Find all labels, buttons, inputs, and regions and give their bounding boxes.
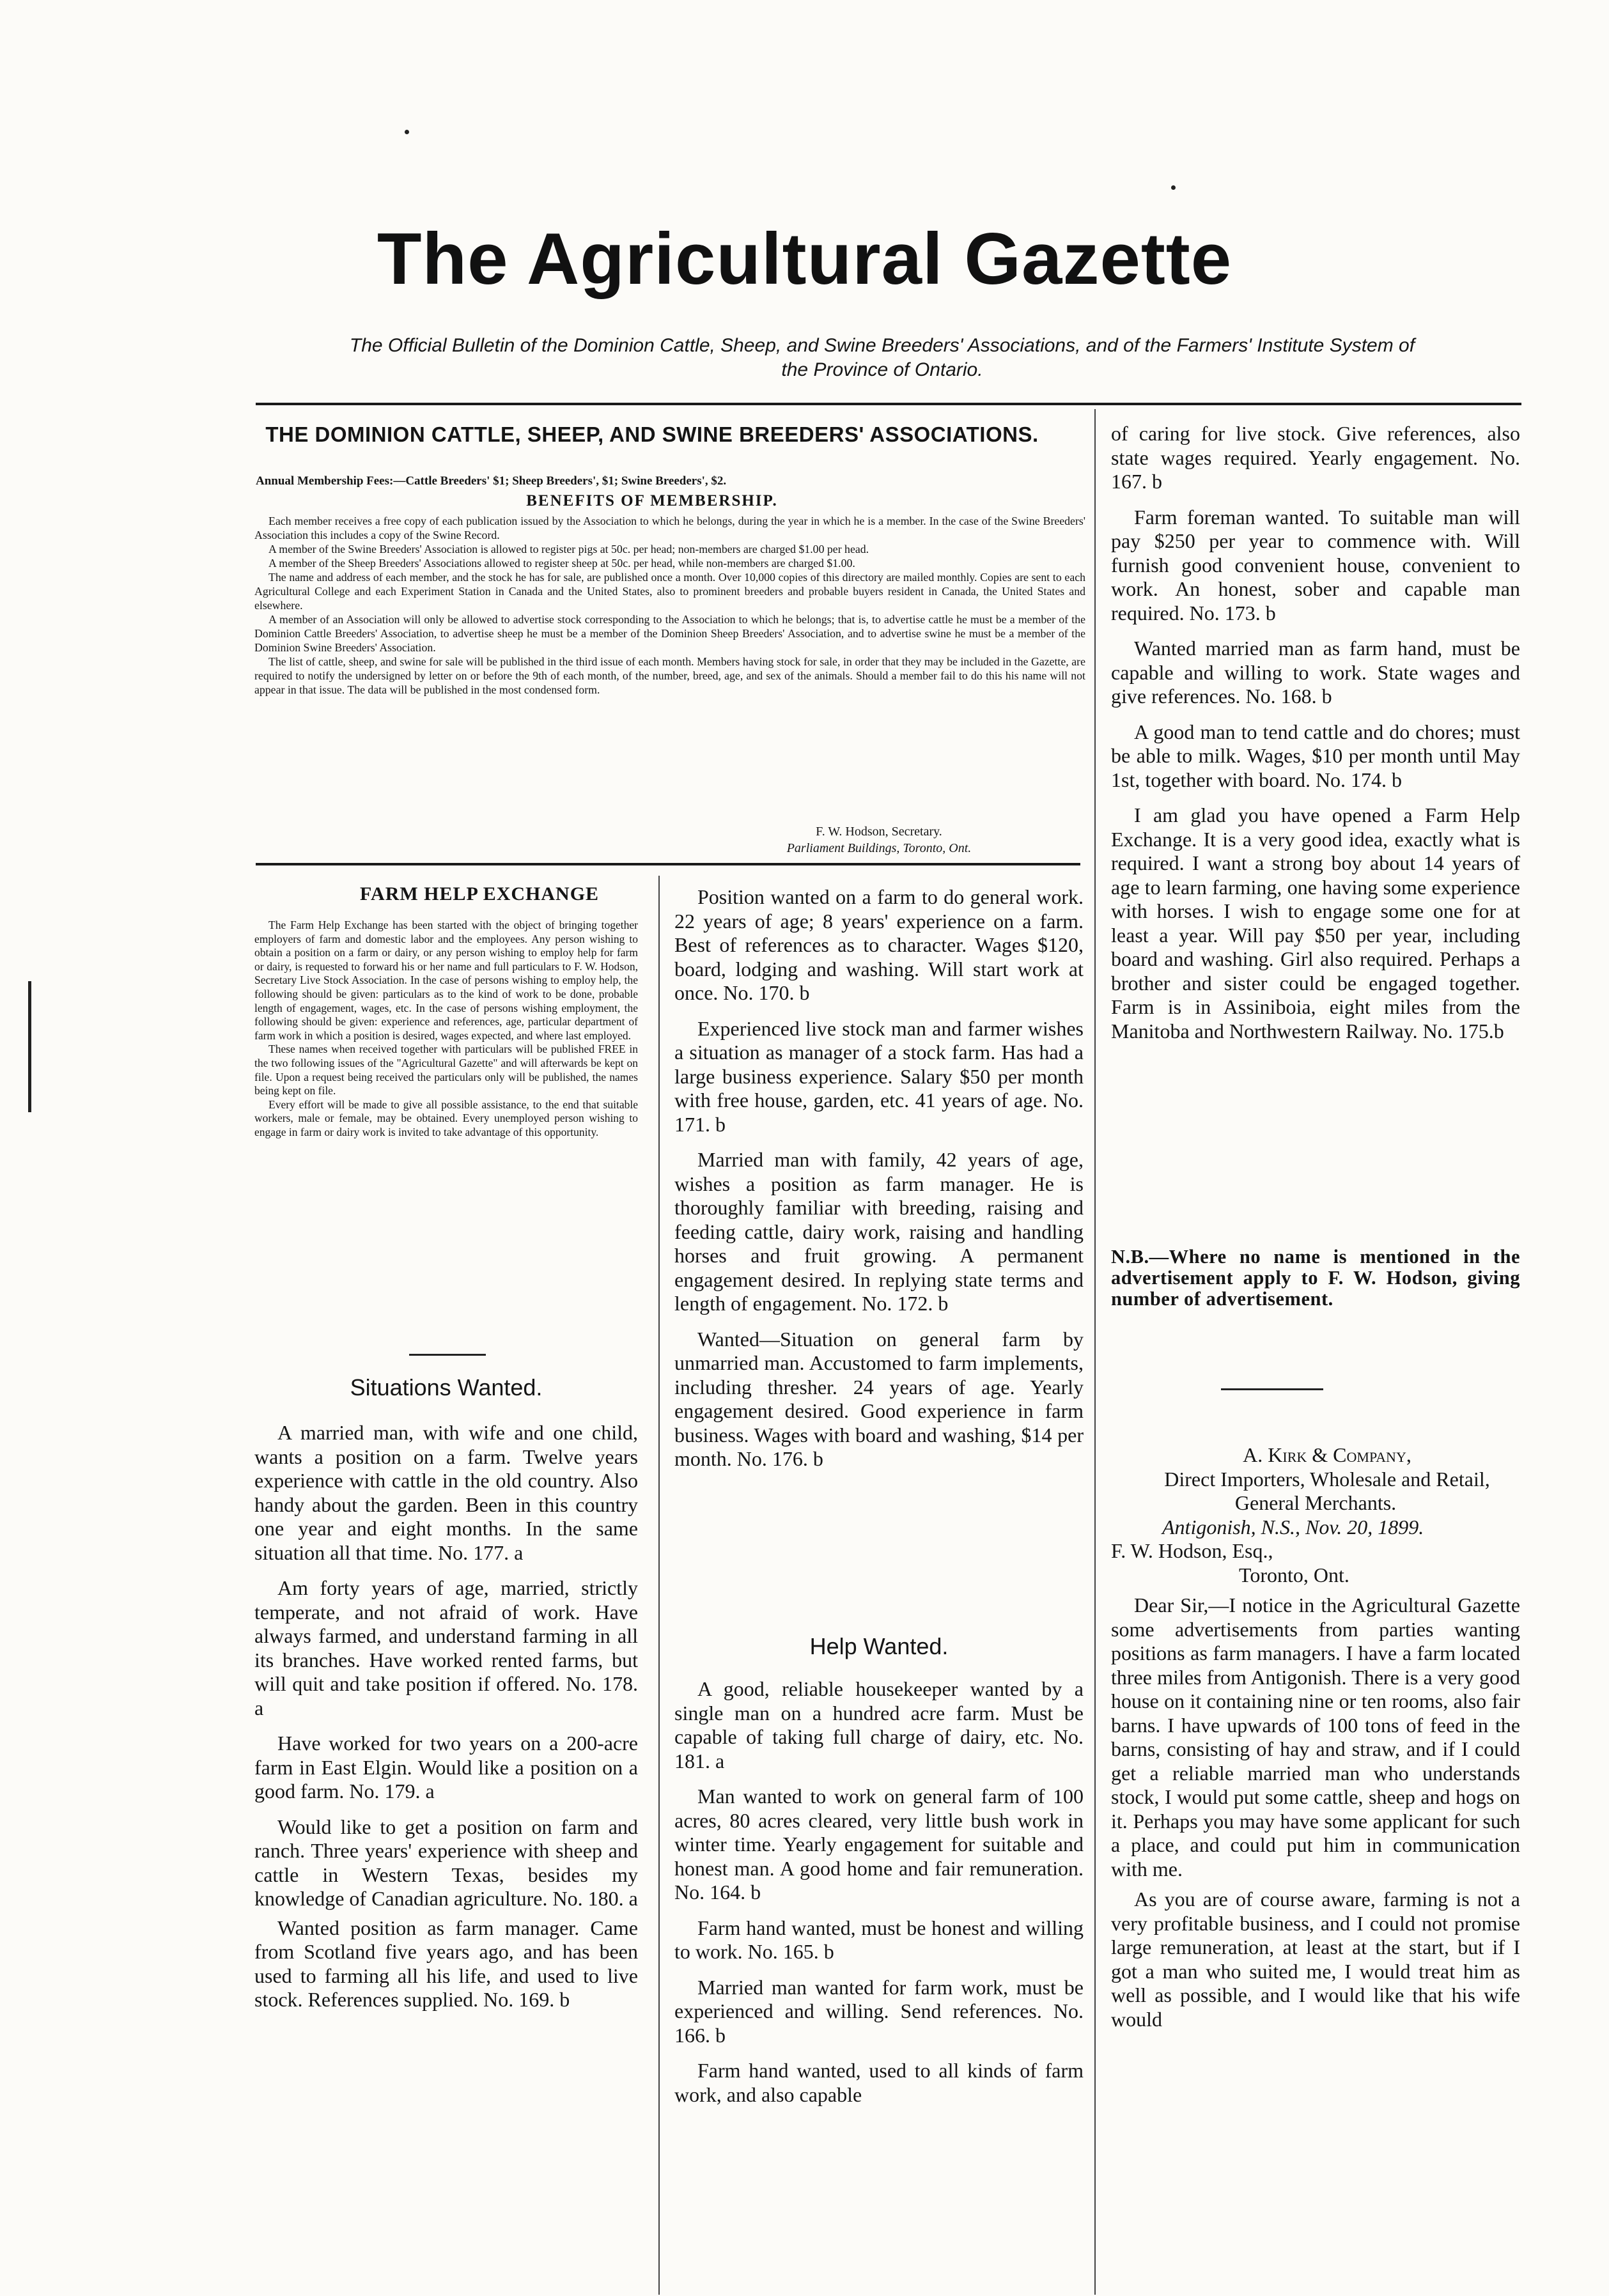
- situation-ad: Married man with family, 42 years of age, wishes a position as farm manager. He is thoroughly familiar with breeding, raising and feeding cattle, dairy work, raising and handling horses and fruit growing. A permanent engagement desired. In replying state terms and length of engagement. No. 172. b: [674, 1148, 1084, 1315]
- association-body: [254, 514, 1085, 697]
- situation-ad: A married man, with wife and one child, wants a position on a farm. Twelve years experience with cattle in the old country. Also handy about the garden. Been in this country one year and eight months. In the same situation all that time. No. 177. a: [254, 1421, 638, 1564]
- masthead-title: The Agricultural Gazette: [377, 219, 1232, 300]
- help-ad: Man wanted to work on general farm of 100 acres, 80 acres cleared, very little bush work in winter time. Yearly engagement for suitable and honest man. A good home and fair remuneration. No. 164. b: [674, 1785, 1084, 1904]
- secretary-name: F. W. Hodson, Secretary.: [816, 825, 942, 839]
- benefits-heading: BENEFITS OF MEMBERSHIP.: [526, 492, 778, 509]
- letter-paragraph: As you are of course aware, farming is not a very profitable business, and I could not promise large remuneration, at least at the start, but if I got a man who suited me, I would treat him as well as possible, and I would like that his wife would: [1111, 1888, 1520, 2031]
- column-rule: [1094, 409, 1096, 2295]
- letter-place-date: Antigonish, N.S., Nov. 20, 1899.: [1162, 1515, 1424, 1539]
- help-ad: Farm hand wanted, must be honest and willing to work. No. 165. b: [674, 1916, 1084, 1963]
- situation-ad: Have worked for two years on a 200-acre farm in East Elgin. Would like a position on a good farm. No. 179. a: [254, 1732, 638, 1803]
- association-paragraph: The list of cattle, sheep, and swine for sale will be published in the third issue of each month. Members having stock for sale, in order that they may be included in the Gazette, are required to notify the undersigned by letter on or before the 9th of each month, of the number, breed, age, and sex of the animals. Should a member fail to do this his name will not appear in that issue. The data will be published in the most condensed form.: [254, 655, 1085, 696]
- situation-ad: Position wanted on a farm to do general work. 22 years of age; 8 years' experience on a farm. Best of references as to character. Wages $120, board, lodging and washing. Will start work at once. No. 170. b: [674, 885, 1084, 1004]
- situation-ad: Wanted position as farm manager. Came from Scotland five years ago, and has been used to farming all his life, and used to live stock. References supplied. No. 169. b: [254, 1916, 638, 2011]
- letter-paragraph: Dear Sir,—I notice in the Agricultural Gazette some advertisements from parties wanting positions as farm managers. I have a farm located three miles from Antigonish. There is a very good house on it containing nine or ten rooms, also fair barns. I have upwards of 100 tons of feed in the barns, consisting of hay and straw, and if I could get a reliable married man who understands stock, I would put some cattle, sheep and hogs on it. Perhaps you may have some applicant for such a place, and could put him in communication with me.: [1111, 1594, 1520, 1881]
- scan-speck: [405, 130, 409, 134]
- situation-ad: Would like to get a position on farm and ranch. Three years' experience with sheep and cattle in Western Texas, besides my knowledge of Canadian agriculture. No. 180. a: [254, 1815, 638, 1910]
- membership-fees: Annual Membership Fees:—Cattle Breeders' $1; Sheep Breeders', $1; Swine Breeders', $2.: [256, 474, 727, 488]
- letter-business: Direct Importers, Wholesale and Retail, General Merchants.: [1164, 1467, 1490, 1514]
- farm-help-paragraph: The Farm Help Exchange has been started with the object of bringing together employers of farm and domestic labor and the employees. Any person wishing to obtain a position on a farm or dairy, or any person wishing to employ help for farm or dairy, is requested to forward his or her name and full particulars to F. W. Hodson, Secretary Live Stock Association. In the case of persons wishing to employ help, the following should be given: particulars as to the kind of work to be done, probable length of engagement, wages, etc. In the case of persons wishing employment, the following should be given: experience and references, age, particular department of farm work in which a position is desired, wages expected, and where last employed.: [254, 919, 638, 1042]
- letter-company: A. Kirk & Company,: [1243, 1443, 1411, 1466]
- association-heading: THE DOMINION CATTLE, SHEEP, AND SWINE BREEDERS' ASSOCIATIONS.: [265, 423, 1039, 446]
- help-ad: Married man wanted for farm work, must be experienced and willing. Send references. No. 166. b: [674, 1975, 1084, 2047]
- secretary-address: Parliament Buildings, Toronto, Ont.: [786, 841, 972, 855]
- situations-heading: Situations Wanted.: [350, 1374, 543, 1400]
- divider-flourish: [409, 1354, 486, 1356]
- section-rule: [256, 863, 1080, 865]
- divider-flourish: [1221, 1388, 1323, 1390]
- help-ad: I am glad you have opened a Farm Help Exchange. It is a very good idea, exactly what is required. I want a strong boy about 14 years of age to learn farming, one having some experience with horses. I wish to engage some one for at least a year. Will pay $50 per year, including board and washing. Girl also required. Perhaps a brother and sister could be engaged together. Farm is in Assiniboia, eight miles from the Manitoba and Northwestern Railway. No. 175.b: [1111, 803, 1520, 1043]
- association-paragraph: A member of the Swine Breeders' Association is allowed to register pigs at 50c. per head; non-members are charged $1.00 per head.: [268, 543, 869, 555]
- association-paragraph: Each member receives a free copy of each publication issued by the Association to which he belongs, during the year in which he is a member. In the case of the Swine Breeders' Association this includes a copy of the Swine Record.: [254, 515, 1085, 541]
- help-ad: of caring for live stock. Give references, also state wages required. Yearly engagement. No. 167. b: [1111, 422, 1520, 493]
- help-wanted-list: [674, 1677, 1084, 2118]
- help-ad: Farm hand wanted, used to all kinds of farm work, and also capable: [674, 2059, 1084, 2106]
- association-paragraph: A member of an Association will only be allowed to advertise stock corresponding to the Association to which he belongs; that is, to advertise cattle he must be a member of the Dominion Cattle Breeders' Association, to advertise sheep he must be a member of the Dominion Sheep Breeders' Association, and to advertise swine he must be a member of the Dominion Swine Breeders' Association.: [254, 613, 1085, 654]
- nb-note: N.B.—Where no name is mentioned in the advertisement apply to F. W. Hodson, giving number of advertisement.: [1111, 1246, 1520, 1310]
- masthead-subtitle: The Official Bulletin of the Dominion Cattle, Sheep, and Swine Breeders' Associations, and of the Farmers' Institute System of the Province of Ontario.: [349, 335, 1415, 380]
- association-signature: [735, 823, 1023, 857]
- situation-ad: Wanted—Situation on general farm by unmarried man. Accustomed to farm implements, including thresher. 24 years of age. Yearly engagement desired. Good experience in farm business. Wages with board and washing, $14 per month. No. 176. b: [674, 1327, 1084, 1470]
- farm-help-paragraph: These names when received together with particulars will be published FREE in the two following issues of the "Agricultural Gazette" and will afterwards be kept on file. Upon a request being received the particulars only will be published, the names being kept on file.: [254, 1043, 638, 1098]
- scan-speck: [1171, 185, 1176, 190]
- help-wanted-heading: Help Wanted.: [809, 1633, 949, 1659]
- letter-addressee-city: Toronto, Ont.: [1239, 1563, 1349, 1586]
- help-wanted-continued: [1111, 422, 1520, 1055]
- help-ad: Wanted married man as farm hand, must be capable and willing to work. State wages and give references. No. 168. b: [1111, 637, 1520, 708]
- association-paragraph: A member of the Sheep Breeders' Associations allowed to register sheep at 50c. per head, while non-members are charged $1.00.: [268, 557, 855, 570]
- help-ad: Farm foreman wanted. To suitable man will pay $250 per year to commence with. Will furnish good convenient house, convenient to work. An honest, sober and capable man required. No. 173. b: [1111, 505, 1520, 624]
- help-ad: A good, reliable housekeeper wanted by a single man on a hundred acre farm. Must be capable of taking full charge of dairy, etc. No. 181. a: [674, 1677, 1084, 1772]
- situation-ad: Experienced live stock man and farmer wishes a situation as manager of a stock farm. Has had a large business experience. Salary $50 per month with free house, garden, etc. 41 years of age. No. 171. b: [674, 1016, 1084, 1136]
- column-rule: [658, 876, 660, 2295]
- farm-help-heading: FARM HELP EXCHANGE: [359, 883, 600, 904]
- letter-addressee: F. W. Hodson, Esq.,: [1111, 1539, 1273, 1562]
- situation-ad: Am forty years of age, married, strictly temperate, and not afraid of work. Have always farmed, and understand farming in all its branches. Have worked rented farms, but will quit and take position if offered. No. 178. a: [254, 1576, 638, 1719]
- farm-help-paragraph: Every effort will be made to give all possible assistance, to the end that suitable workers, male or female, may be obtained. Every unemployed person wishing to engage in farm or dairy work is invited to take advantage of this opportunity.: [254, 1098, 638, 1138]
- farm-help-body: [254, 919, 638, 1140]
- situations-list: [254, 1421, 638, 2024]
- help-ad: A good man to tend cattle and do chores; must be able to milk. Wages, $10 per month until May 1st, together with board. No. 174. b: [1111, 720, 1520, 791]
- situations-continued: [674, 885, 1084, 1483]
- association-paragraph: The name and address of each member, and the stock he has for sale, are published once a month. Over 10,000 copies of this directory are mailed monthly. Copies are sent to each Agricultural College and each Experiment Station in Canada and the United States, also to prominent breeders and probable buyers resident in Canada, the United States and elsewhere.: [254, 571, 1085, 612]
- masthead-rule: [256, 403, 1521, 405]
- letter: [1111, 1443, 1520, 2038]
- scan-margin-mark: [28, 981, 31, 1112]
